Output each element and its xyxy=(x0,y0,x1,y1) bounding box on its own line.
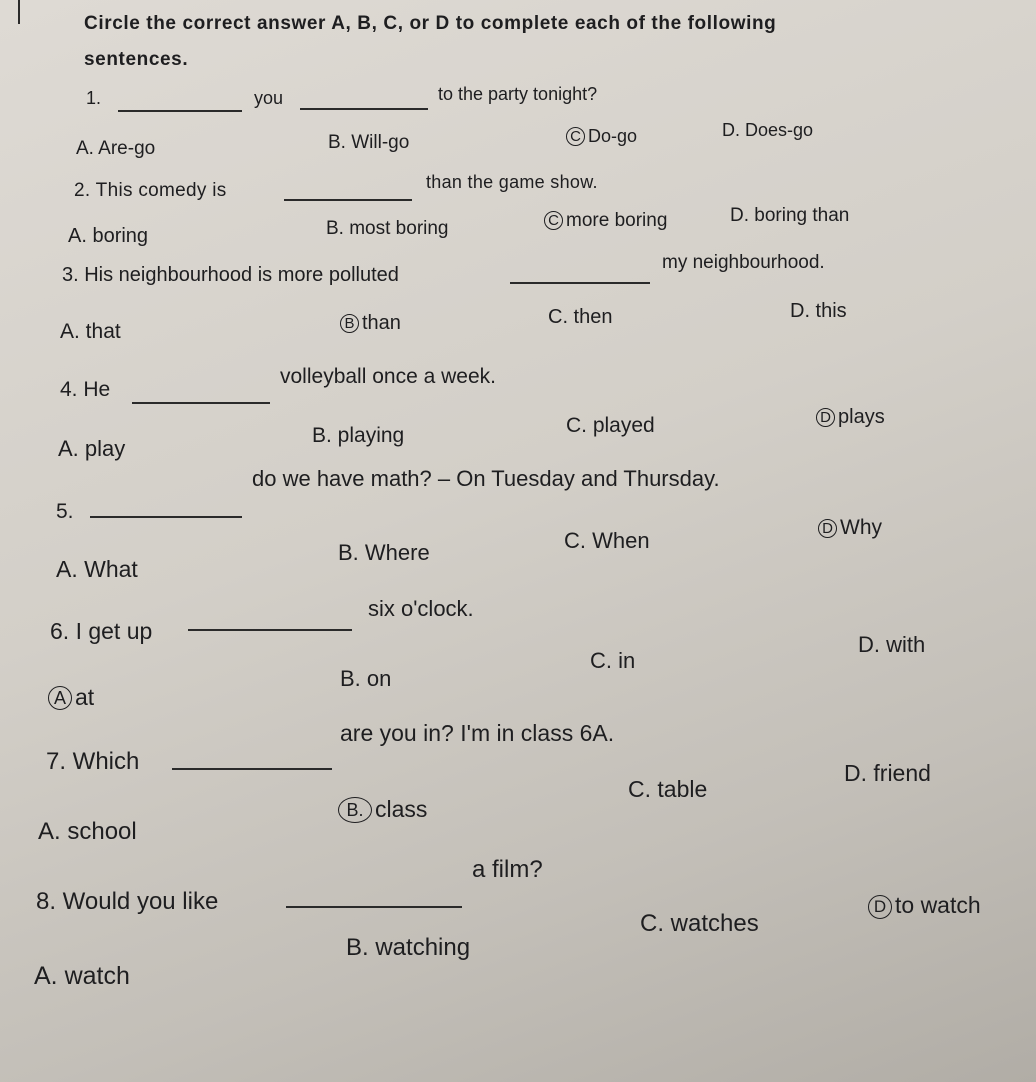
question-1-text: to the party tonight? xyxy=(438,84,598,104)
option-b: B. watching xyxy=(346,934,471,961)
answer-blank xyxy=(132,402,270,404)
option-c-selected: C Do-go xyxy=(566,126,637,147)
option-b: B. most boring xyxy=(326,218,449,239)
question-7-text: are you in? I'm in class 6A. xyxy=(340,720,615,746)
question-8-text: a film? xyxy=(472,856,543,883)
answer-blank xyxy=(510,282,650,284)
margin-line xyxy=(18,0,20,24)
option-a-selected: A at xyxy=(48,684,94,711)
option-d: D. with xyxy=(858,632,926,657)
answer-blank xyxy=(188,629,352,631)
option-d: D. Does-go xyxy=(722,120,814,140)
option-a: A. What xyxy=(56,556,138,582)
option-c: C. table xyxy=(628,776,708,802)
answer-blank xyxy=(118,110,242,112)
circled-letter: A xyxy=(48,686,72,710)
circled-letter: C xyxy=(544,211,563,230)
option-c: C. in xyxy=(590,648,636,673)
option-b-selected: B than xyxy=(340,312,401,335)
answer-blank xyxy=(284,199,412,201)
answer-blank xyxy=(286,906,462,908)
option-a: A. Are-go xyxy=(76,138,156,159)
circled-letter: C xyxy=(566,127,585,146)
option-c: C. played xyxy=(566,414,655,437)
question-2-text: than the game show. xyxy=(426,172,598,192)
answer-blank xyxy=(90,516,242,518)
question-3-text: my neighbourhood. xyxy=(662,252,825,273)
answer-blank xyxy=(172,768,332,770)
circled-letter: D xyxy=(868,895,892,919)
question-5-text: do we have math? – On Tuesday and Thursday. xyxy=(252,466,720,491)
instruction-text: Circle the correct answer A, B, C, or D to complete each of the following sentences. xyxy=(84,13,777,70)
option-b: B. playing xyxy=(312,424,405,447)
question-7-text: 7. Which xyxy=(46,748,140,775)
option-a: A. play xyxy=(58,436,126,461)
question-5-number: 5. xyxy=(56,500,74,523)
circled-letter: D xyxy=(818,519,837,538)
option-b: B. on xyxy=(340,666,392,691)
question-3-text: 3. His neighbourhood is more polluted xyxy=(62,264,399,286)
question-8-text: 8. Would you like xyxy=(36,888,219,915)
option-a: A. that xyxy=(60,320,121,343)
option-d-selected: D plays xyxy=(816,406,885,429)
option-d-selected: D to watch xyxy=(868,892,981,919)
question-6-text: six o'clock. xyxy=(368,596,474,621)
option-c-selected: C more boring xyxy=(544,210,667,232)
circled-letter: B xyxy=(340,314,359,333)
circled-letter: B. xyxy=(338,797,372,823)
question-4-text: volleyball once a week. xyxy=(280,365,496,388)
question-1-number: 1. xyxy=(86,88,102,108)
option-a: A. boring xyxy=(68,225,149,247)
option-d: D. this xyxy=(790,300,847,322)
option-c: C. watches xyxy=(640,910,759,937)
question-2-text: 2. This comedy is xyxy=(74,180,227,201)
question-1-text: you xyxy=(254,88,284,108)
question-6-text: 6. I get up xyxy=(50,618,153,644)
option-b: B. Will-go xyxy=(328,132,410,153)
option-a: A. school xyxy=(38,818,137,845)
option-c: C. then xyxy=(548,306,613,328)
option-b-selected: B. class xyxy=(338,796,427,823)
option-b: B. Where xyxy=(338,540,430,565)
circled-letter: D xyxy=(816,408,835,427)
question-4-text: 4. He xyxy=(60,378,111,401)
option-d: D. friend xyxy=(844,760,931,786)
option-d-selected: D Why xyxy=(818,516,882,540)
option-a: A. watch xyxy=(34,962,130,990)
option-d: D. boring than xyxy=(730,205,850,226)
answer-blank xyxy=(300,108,428,110)
option-c: C. When xyxy=(564,528,650,553)
